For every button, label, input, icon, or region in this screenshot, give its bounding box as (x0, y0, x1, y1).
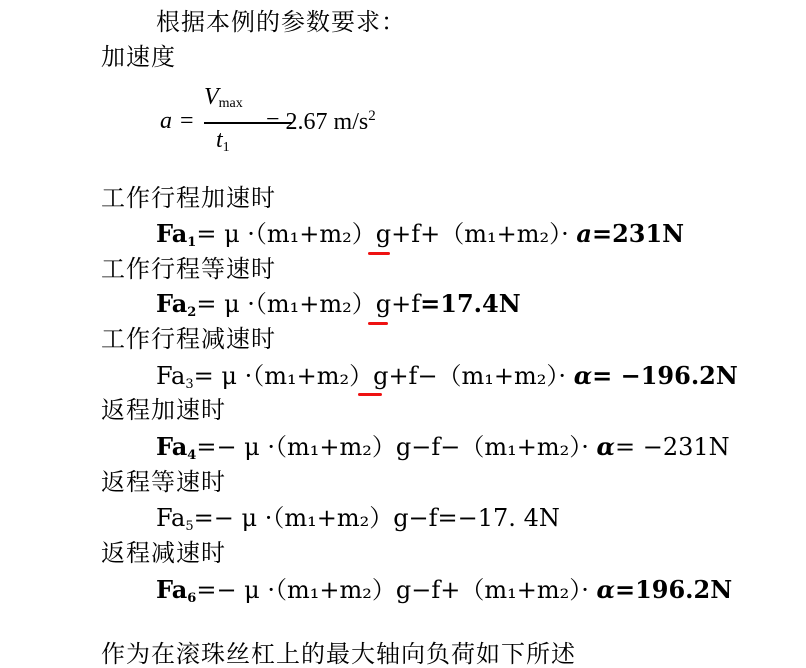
equation-fa1: $Fa_1= \mu \cdot(m_1+m_2)g+f+(m_1+m_2)\cdot a=231N$ (156, 219, 685, 250)
formula-numerator: $V_{max}$ (204, 84, 243, 111)
equation-fa3: $Fa_3= \mu \cdot(m_1+m_2)g+f-(m_1+m_2)\cdot \alpha= -196.2N$ (156, 361, 738, 392)
formula-denominator: $t_1$ (216, 127, 230, 155)
footer-partial-text: 作为在滚珠丝杠上的最大轴向负荷如下所述 (101, 640, 576, 668)
red-underline-mark (368, 322, 388, 325)
accel-label: 加速度 (101, 43, 176, 71)
section-label: 返程等速时 (101, 468, 226, 496)
section-label: 工作行程等速时 (101, 255, 276, 283)
formula-equals: = (180, 108, 194, 134)
heading: 根据本例的参数要求： (156, 8, 406, 36)
equation-fa2: $Fa_2= \mu \cdot(m_1+m_2)g+f=17.4N$ (156, 289, 521, 320)
red-underline-mark (368, 252, 390, 255)
acceleration-formula (160, 82, 420, 162)
red-underline-mark (358, 393, 382, 396)
equation-fa5: $Fa_5=- \mu \cdot(m_1+m_2)g-f=-17$. 4N (156, 504, 560, 534)
section-label: 工作行程加速时 (101, 184, 276, 212)
section-label: 工作行程减速时 (101, 325, 276, 353)
section-label: 返程加速时 (101, 396, 226, 424)
section-label: 返程减速时 (101, 539, 226, 567)
equation-fa4: $Fa_4=- \mu \cdot(m_1+m_2)g-f-(m_1+m_2)\cdot \alpha= -231N$ (156, 432, 730, 463)
formula-lhs: a (160, 108, 172, 134)
equation-fa6: $Fa_6=- \mu \cdot(m_1+m_2)g-f+(m_1+m_2)\cdot \alpha=196.2N$ (156, 575, 733, 606)
formula-result: = 2.67 $m/s^2$ (266, 108, 376, 135)
